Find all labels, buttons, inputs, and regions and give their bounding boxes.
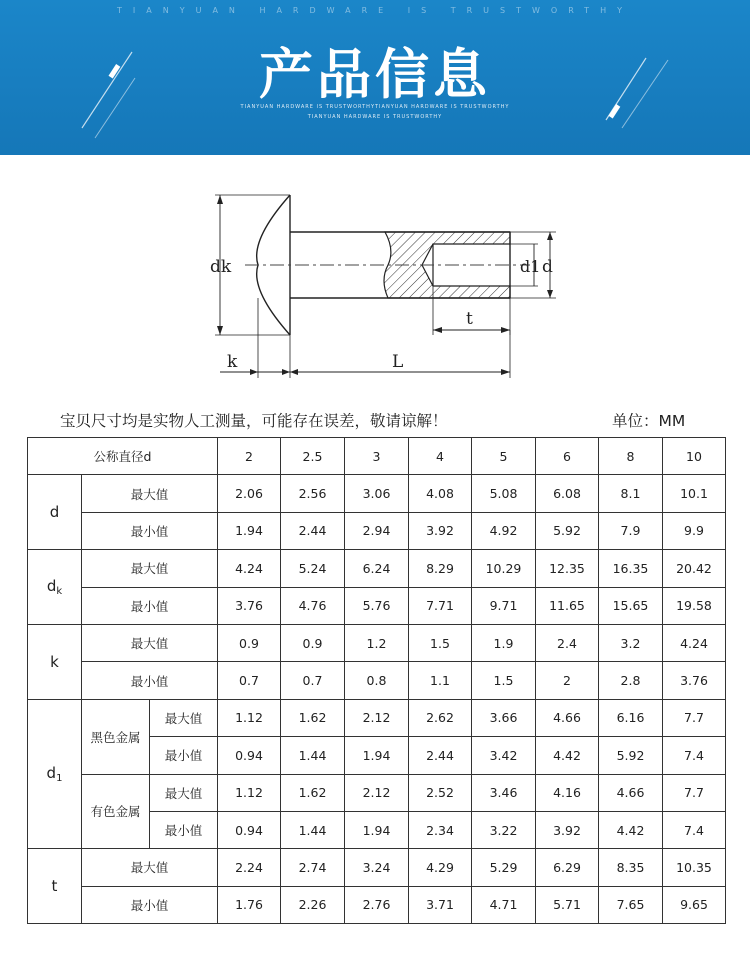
value-cell: 6.08 (536, 475, 599, 512)
row-min-label: 最小值 (82, 512, 218, 549)
value-cell: 4.29 (409, 849, 472, 886)
row-min-label: 最小值 (150, 811, 218, 848)
table-row (28, 699, 726, 736)
value-cell: 2.56 (281, 475, 345, 512)
header-size: 4 (409, 438, 472, 475)
header-size: 2.5 (281, 438, 345, 475)
table-row (28, 550, 726, 587)
value-cell: 4.66 (599, 774, 663, 811)
param-d1: $d_1$ (28, 699, 82, 849)
value-cell: 2.44 (281, 512, 345, 549)
value-cell: 2.34 (409, 811, 472, 848)
row-min-label: 最小值 (82, 662, 218, 699)
value-cell: 3.2 (599, 624, 663, 661)
row-min-label: 最小值 (82, 886, 218, 923)
value-cell: 0.94 (218, 737, 281, 774)
value-cell: 4.42 (599, 811, 663, 848)
table-row (28, 587, 726, 624)
value-cell: 1.9 (472, 624, 536, 661)
value-cell: 1.12 (218, 699, 281, 736)
value-cell: 4.24 (663, 624, 726, 661)
value-cell: 4.08 (409, 475, 472, 512)
material-nonferrous: 有色金属 (82, 774, 150, 849)
header-size: 5 (472, 438, 536, 475)
header-size: 3 (345, 438, 409, 475)
row-max-label: 最大值 (82, 849, 218, 886)
value-cell: 5.92 (536, 512, 599, 549)
value-cell: 12.35 (536, 550, 599, 587)
value-cell: 19.58 (663, 587, 726, 624)
value-cell: 20.42 (663, 550, 726, 587)
value-cell: 4.42 (536, 737, 599, 774)
row-min-label: 最小值 (150, 737, 218, 774)
header-nominal-diameter: 公称直径d (28, 438, 218, 475)
value-cell: 6.24 (345, 550, 409, 587)
value-cell: 4.16 (536, 774, 599, 811)
L-label: L (392, 352, 404, 372)
param-k: k (28, 624, 82, 699)
value-cell: 10.29 (472, 550, 536, 587)
value-cell: 2.76 (345, 886, 409, 923)
table-row (28, 624, 726, 661)
k-label: k (227, 352, 238, 372)
value-cell: 4.66 (536, 699, 599, 736)
value-cell: 8.35 (599, 849, 663, 886)
value-cell: 6.16 (599, 699, 663, 736)
value-cell: 0.8 (345, 662, 409, 699)
value-cell: 1.76 (218, 886, 281, 923)
param-subscript: k (56, 586, 63, 598)
rivet-drawing (190, 180, 570, 385)
value-cell: 4.24 (218, 550, 281, 587)
header-size: 8 (599, 438, 663, 475)
value-cell: 3.06 (345, 475, 409, 512)
value-cell: 4.71 (472, 886, 536, 923)
value-cell: 3.92 (409, 512, 472, 549)
d1-label: d1 (520, 257, 541, 276)
value-cell: 3.66 (472, 699, 536, 736)
table-header-row (28, 438, 726, 475)
dk-label: dk (210, 257, 232, 277)
value-cell: 3.76 (663, 662, 726, 699)
header-size: 6 (536, 438, 599, 475)
value-cell: 1.12 (218, 774, 281, 811)
value-cell: 16.35 (599, 550, 663, 587)
value-cell: 5.29 (472, 849, 536, 886)
value-cell: 3.24 (345, 849, 409, 886)
value-cell: 2.8 (599, 662, 663, 699)
value-cell: 1.1 (409, 662, 472, 699)
unit-label: 单位：MM (612, 412, 686, 430)
value-cell: 0.7 (218, 662, 281, 699)
value-cell: 0.94 (218, 811, 281, 848)
value-cell: 3.46 (472, 774, 536, 811)
param-dk: $d_k$ (28, 550, 82, 625)
param-subscript: 1 (56, 773, 63, 785)
value-cell: 2.26 (281, 886, 345, 923)
header-size: 10 (663, 438, 726, 475)
value-cell: 5.08 (472, 475, 536, 512)
value-cell: 2.12 (345, 699, 409, 736)
value-cell: 1.94 (218, 512, 281, 549)
value-cell: 1.5 (409, 624, 472, 661)
value-cell: 1.44 (281, 737, 345, 774)
value-cell: 9.9 (663, 512, 726, 549)
value-cell: 7.71 (409, 587, 472, 624)
value-cell: 0.7 (281, 662, 345, 699)
value-cell: 3.22 (472, 811, 536, 848)
value-cell: 8.1 (599, 475, 663, 512)
banner-subtitle: TIANYUAN HARDWARE IS TRUSTWORTHYTIANYUAN HARDWARE IS TRUSTWORTHY (240, 104, 510, 110)
value-cell: 2.12 (345, 774, 409, 811)
d-label: d (542, 257, 553, 277)
value-cell: 8.29 (409, 550, 472, 587)
header-banner (0, 0, 750, 155)
row-max-label: 最大值 (82, 550, 218, 587)
value-cell: 1.62 (281, 774, 345, 811)
value-cell: 7.7 (663, 774, 726, 811)
value-cell: 1.94 (345, 737, 409, 774)
material-ferrous: 黑色金属 (82, 699, 150, 774)
value-cell: 0.9 (281, 624, 345, 661)
value-cell: 3.76 (218, 587, 281, 624)
value-cell: 9.71 (472, 587, 536, 624)
table-row (28, 886, 726, 923)
banner-subtitle-2: TIANYUAN HARDWARE IS TRUSTWORTHY (307, 114, 443, 120)
banner-tagline: TIANYUAN HARDWARE IS TRUSTWORTHY (117, 6, 633, 15)
value-cell: 7.7 (663, 699, 726, 736)
value-cell: 1.44 (281, 811, 345, 848)
value-cell: 0.9 (218, 624, 281, 661)
value-cell: 10.1 (663, 475, 726, 512)
header-size: 2 (218, 438, 281, 475)
value-cell: 9.65 (663, 886, 726, 923)
row-max-label: 最大值 (150, 699, 218, 736)
value-cell: 2.62 (409, 699, 472, 736)
measurement-note: 宝贝尺寸均是实物人工测量，可能存在误差，敬请谅解！ (60, 412, 448, 430)
row-max-label: 最大值 (150, 774, 218, 811)
value-cell: 1.5 (472, 662, 536, 699)
value-cell: 3.42 (472, 737, 536, 774)
value-cell: 4.92 (472, 512, 536, 549)
value-cell: 2.06 (218, 475, 281, 512)
value-cell: 5.24 (281, 550, 345, 587)
value-cell: 2.24 (218, 849, 281, 886)
row-max-label: 最大值 (82, 624, 218, 661)
t-label: t (466, 309, 473, 329)
value-cell: 2.74 (281, 849, 345, 886)
row-min-label: 最小值 (82, 587, 218, 624)
table-row (28, 475, 726, 512)
row-max-label: 最大值 (82, 475, 218, 512)
table-row (28, 849, 726, 886)
value-cell: 3.92 (536, 811, 599, 848)
page-title: 产品信息 (259, 43, 491, 106)
value-cell: 2.44 (409, 737, 472, 774)
value-cell: 2.4 (536, 624, 599, 661)
value-cell: 7.65 (599, 886, 663, 923)
value-cell: 15.65 (599, 587, 663, 624)
value-cell: 2 (536, 662, 599, 699)
table-row (28, 662, 726, 699)
value-cell: 7.9 (599, 512, 663, 549)
param-t: t (28, 849, 82, 924)
value-cell: 7.4 (663, 811, 726, 848)
spec-table (27, 437, 726, 924)
value-cell: 7.4 (663, 737, 726, 774)
value-cell: 5.76 (345, 587, 409, 624)
value-cell: 2.94 (345, 512, 409, 549)
param-d: d (28, 475, 82, 550)
table-row (28, 512, 726, 549)
table-row (28, 774, 726, 811)
value-cell: 1.62 (281, 699, 345, 736)
value-cell: 4.76 (281, 587, 345, 624)
value-cell: 2.52 (409, 774, 472, 811)
value-cell: 1.94 (345, 811, 409, 848)
value-cell: 1.2 (345, 624, 409, 661)
value-cell: 5.92 (599, 737, 663, 774)
value-cell: 11.65 (536, 587, 599, 624)
value-cell: 3.71 (409, 886, 472, 923)
value-cell: 10.35 (663, 849, 726, 886)
value-cell: 5.71 (536, 886, 599, 923)
value-cell: 6.29 (536, 849, 599, 886)
